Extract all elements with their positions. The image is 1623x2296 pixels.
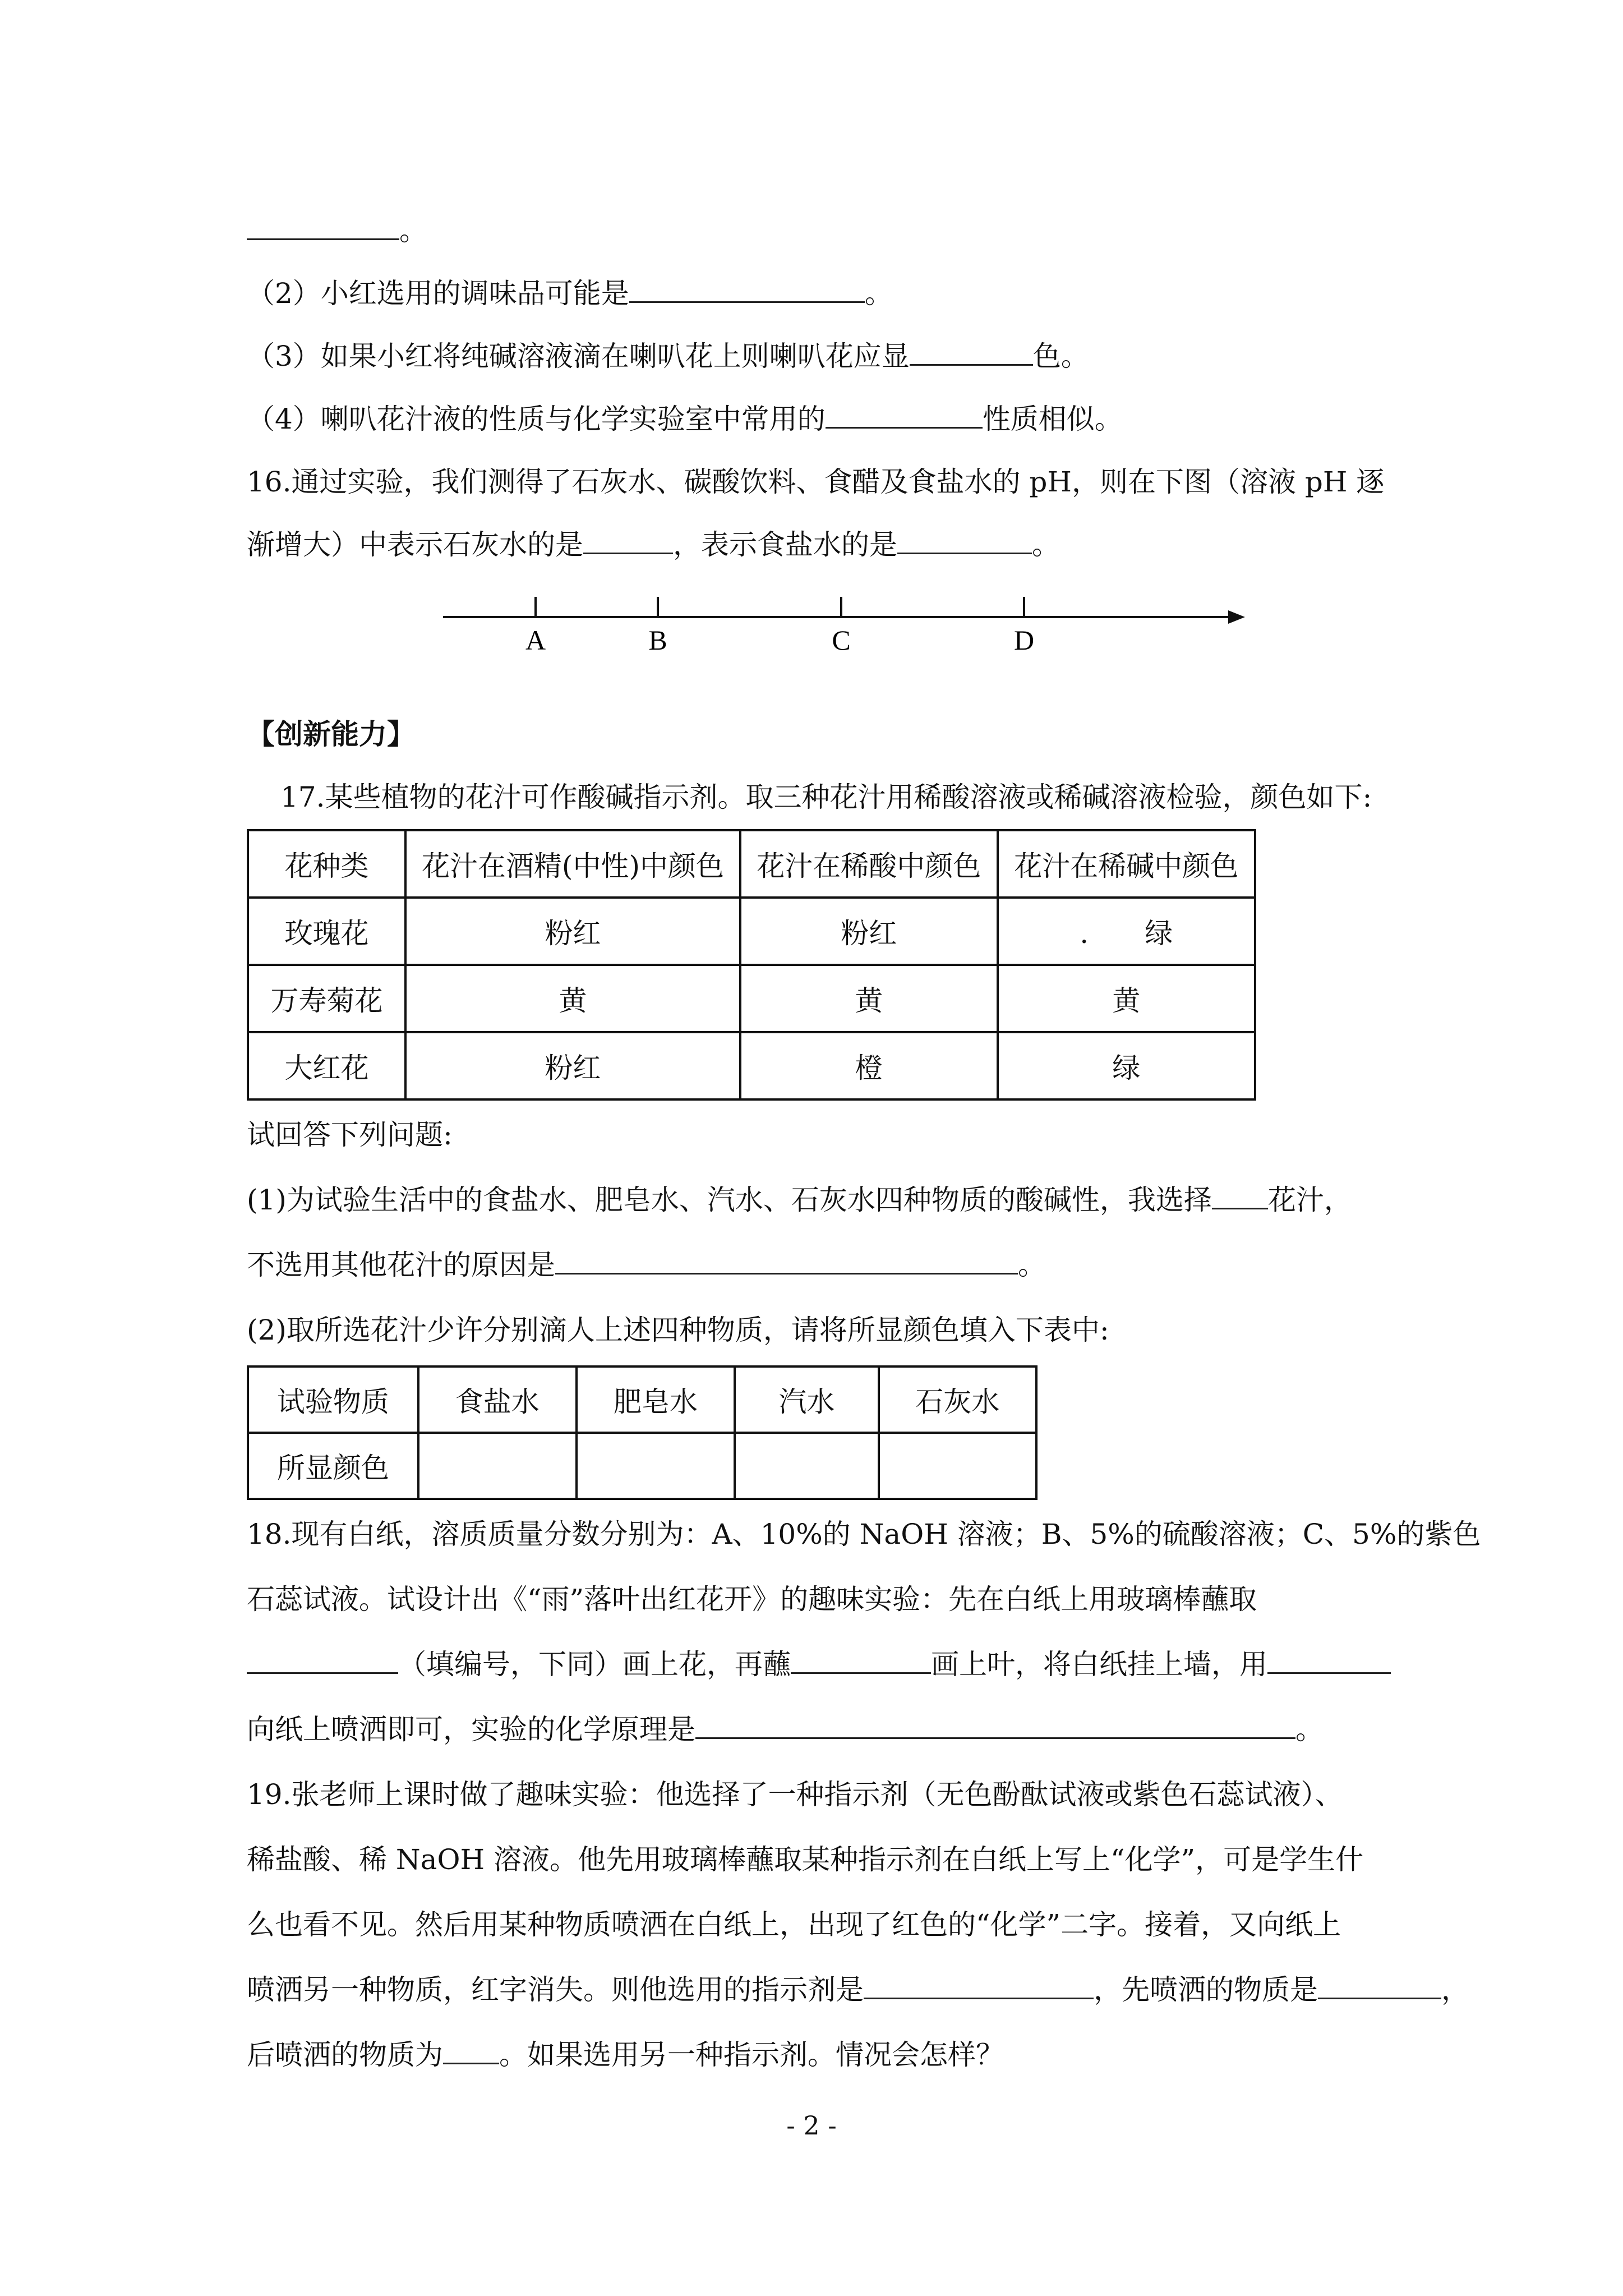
q17-p1-text: (1)为试验生活中的食盐水、肥皂水、汽水、石灰水四种物质的酸碱性，我选择 — [247, 1184, 1212, 1216]
table-header: 石灰水 — [879, 1366, 1036, 1433]
q16-line2 — [247, 526, 1060, 563]
table-header: 试验物质 — [248, 1366, 418, 1433]
answer-blank[interactable] — [910, 338, 1033, 366]
q17-p1-line1 — [247, 1181, 1352, 1218]
answer-blank[interactable] — [695, 1711, 1295, 1739]
flower-indicator-table — [247, 829, 1256, 1101]
q19-line4-end: ， — [1441, 1973, 1469, 2006]
answer-blank[interactable] — [583, 527, 673, 554]
q17-p2: (2)取所选花汁少许分别滴人上述四种物质，请将所显颜色填入下表中: — [247, 1314, 1109, 1346]
q17-intro: 17.某些植物的花汁可作酸碱指示剂。取三种花汁用稀酸溶液或稀碱溶液检验，颜色如下: — [280, 781, 1372, 813]
table-header: 花汁在稀碱中颜色 — [998, 830, 1255, 898]
table-header-row — [248, 1366, 1036, 1433]
table-header-row — [248, 830, 1255, 898]
answer-blank[interactable] — [247, 1646, 398, 1674]
label-d: D — [1013, 624, 1035, 656]
q18-line1: 18.现有白纸，溶质质量分数分别为：A、10%的 NaOH 溶液；B、5%的硫酸溶液；C、5%的紫色 — [247, 1518, 1481, 1550]
answer-blank[interactable] — [897, 527, 1032, 554]
answer-blank[interactable] — [247, 213, 399, 240]
table-header: 汽水 — [735, 1366, 879, 1433]
answer-blank[interactable] — [826, 401, 983, 429]
answer-blank[interactable] — [1212, 1182, 1268, 1209]
q15-sub2-end: 。 — [864, 277, 893, 310]
q19-line1: 19.张老师上课时做了趣味实验：他选择了一种指示剂（无色酚酞试液或紫色石蕊试液）、 — [247, 1778, 1343, 1811]
table-cell: 黄 — [405, 965, 740, 1032]
table-row — [248, 1433, 1036, 1499]
table-header: 花种类 — [248, 830, 405, 898]
label-c: C — [832, 624, 851, 656]
q18-line3 — [247, 1646, 1391, 1683]
q19-line5 — [247, 2036, 1004, 2073]
page-number: - 2 - — [786, 2110, 837, 2141]
q16-line1: 16.通过实验，我们测得了石灰水、碳酸饮料、食醋及食盐水的 pH，则在下图（溶液 pH 逐 — [247, 466, 1385, 498]
answer-blank[interactable] — [791, 1646, 931, 1674]
q15-sub4-end: 性质相似。 — [982, 403, 1123, 435]
table-row — [248, 965, 1255, 1032]
label-b: B — [648, 624, 667, 656]
q17-prompt: 试回答下列问题: — [247, 1119, 453, 1151]
answer-blank[interactable] — [443, 2037, 499, 2064]
answer-blank[interactable] — [864, 1972, 1094, 1999]
q15-sub4-text: （4）喇叭花汁液的性质与化学实验室中常用的 — [247, 403, 826, 435]
table-cell: 黄 — [998, 965, 1255, 1032]
answer-blank[interactable] — [555, 1247, 1018, 1274]
table-cell: 粉红 — [405, 898, 740, 965]
q19-line3: 么也看不见。然后用某种物质喷洒在白纸上，出现了红色的“化学”二字。接着，又向纸上 — [247, 1908, 1341, 1941]
answer-cell[interactable] — [577, 1433, 735, 1499]
section-title: 【创新能力】 — [247, 717, 415, 751]
table-header: 花汁在酒精(中性)中颜色 — [405, 830, 740, 898]
q15-sub3-end: 色。 — [1032, 340, 1089, 372]
table-cell: 黄 — [740, 965, 998, 1032]
q19-line2: 稀盐酸、稀 NaOH 溶液。他先用玻璃棒蘸取某种指示剂在白纸上写上“化学”，可是学生什 — [247, 1843, 1364, 1876]
q17-p1-end: 花汁， — [1267, 1184, 1352, 1216]
q15-sub2 — [247, 275, 893, 312]
q17-p1-line2-end: 。 — [1018, 1249, 1046, 1281]
q19-line5-end: 。如果选用另一种指示剂。情况会怎样？ — [499, 2039, 1004, 2071]
answer-blank[interactable] — [1267, 1646, 1391, 1674]
q18-line4-text: 向纸上喷洒即可，实验的化学原理是 — [247, 1713, 695, 1746]
table-cell: 大红花 — [248, 1032, 405, 1099]
q17-p1-line2 — [247, 1246, 1046, 1283]
answer-blank[interactable] — [1318, 1972, 1441, 1999]
q19-line4 — [247, 1971, 1469, 2008]
table-header: 食盐水 — [418, 1366, 577, 1433]
q18-line3-text: （填编号，下同）画上花，再蘸 — [398, 1648, 791, 1681]
table-cell: 万寿菊花 — [248, 965, 405, 1032]
q18-line2: 石蕊试液。试设计出《“雨”落叶出红花开》的趣味实验：先在白纸上用玻璃棒蘸取 — [247, 1583, 1257, 1616]
ph-axis-diagram — [437, 583, 1262, 662]
q15-sub3 — [247, 338, 1089, 375]
table-header: 肥皂水 — [577, 1366, 735, 1433]
table-cell: 绿 — [998, 1032, 1255, 1099]
table-cell: 玫瑰花 — [248, 898, 405, 965]
answer-cell[interactable] — [879, 1433, 1036, 1499]
q19-line4-text: 喷洒另一种物质，红字消失。则他选用的指示剂是 — [247, 1973, 864, 2006]
q15-sub3-text: （3）如果小红将纯碱溶液滴在喇叭花上则喇叭花应显 — [247, 340, 910, 372]
table-cell: 橙 — [740, 1032, 998, 1099]
q16-line2-text: 渐增大）中表示石灰水的是 — [247, 528, 583, 561]
answer-cell[interactable] — [735, 1433, 879, 1499]
table-cell: 所显颜色 — [248, 1433, 418, 1499]
q16-line2-mid: ，表示食盐水的是 — [673, 528, 897, 561]
table-cell: 粉红 — [405, 1032, 740, 1099]
q15-line1-end: 。 — [399, 214, 427, 247]
table-row — [248, 1032, 1255, 1099]
answer-cell[interactable] — [418, 1433, 577, 1499]
q18-line4-end: 。 — [1295, 1713, 1324, 1746]
q15-line1 — [247, 212, 427, 249]
answer-blank[interactable] — [629, 275, 865, 303]
q15-sub4 — [247, 401, 1123, 438]
q18-line4 — [247, 1711, 1324, 1748]
q15-sub2-text: （2）小红选用的调味品可能是 — [247, 277, 629, 310]
table-row — [248, 898, 1255, 965]
q16-line2-end: 。 — [1032, 528, 1060, 561]
arrow-head-icon — [1228, 610, 1245, 624]
table-cell: . 绿 — [998, 898, 1255, 965]
color-result-table — [247, 1365, 1038, 1500]
q19-line5-text: 后喷洒的物质为 — [247, 2039, 443, 2071]
q19-line4-mid: ，先喷洒的物质是 — [1094, 1973, 1318, 2006]
label-a: A — [525, 624, 546, 656]
q18-line3-text2: 画上叶，将白纸挂上墙，用 — [931, 1648, 1267, 1681]
table-header: 花汁在稀酸中颜色 — [740, 830, 998, 898]
q17-p1-line2-text: 不选用其他花汁的原因是 — [247, 1249, 555, 1281]
table-cell: 粉红 — [740, 898, 998, 965]
